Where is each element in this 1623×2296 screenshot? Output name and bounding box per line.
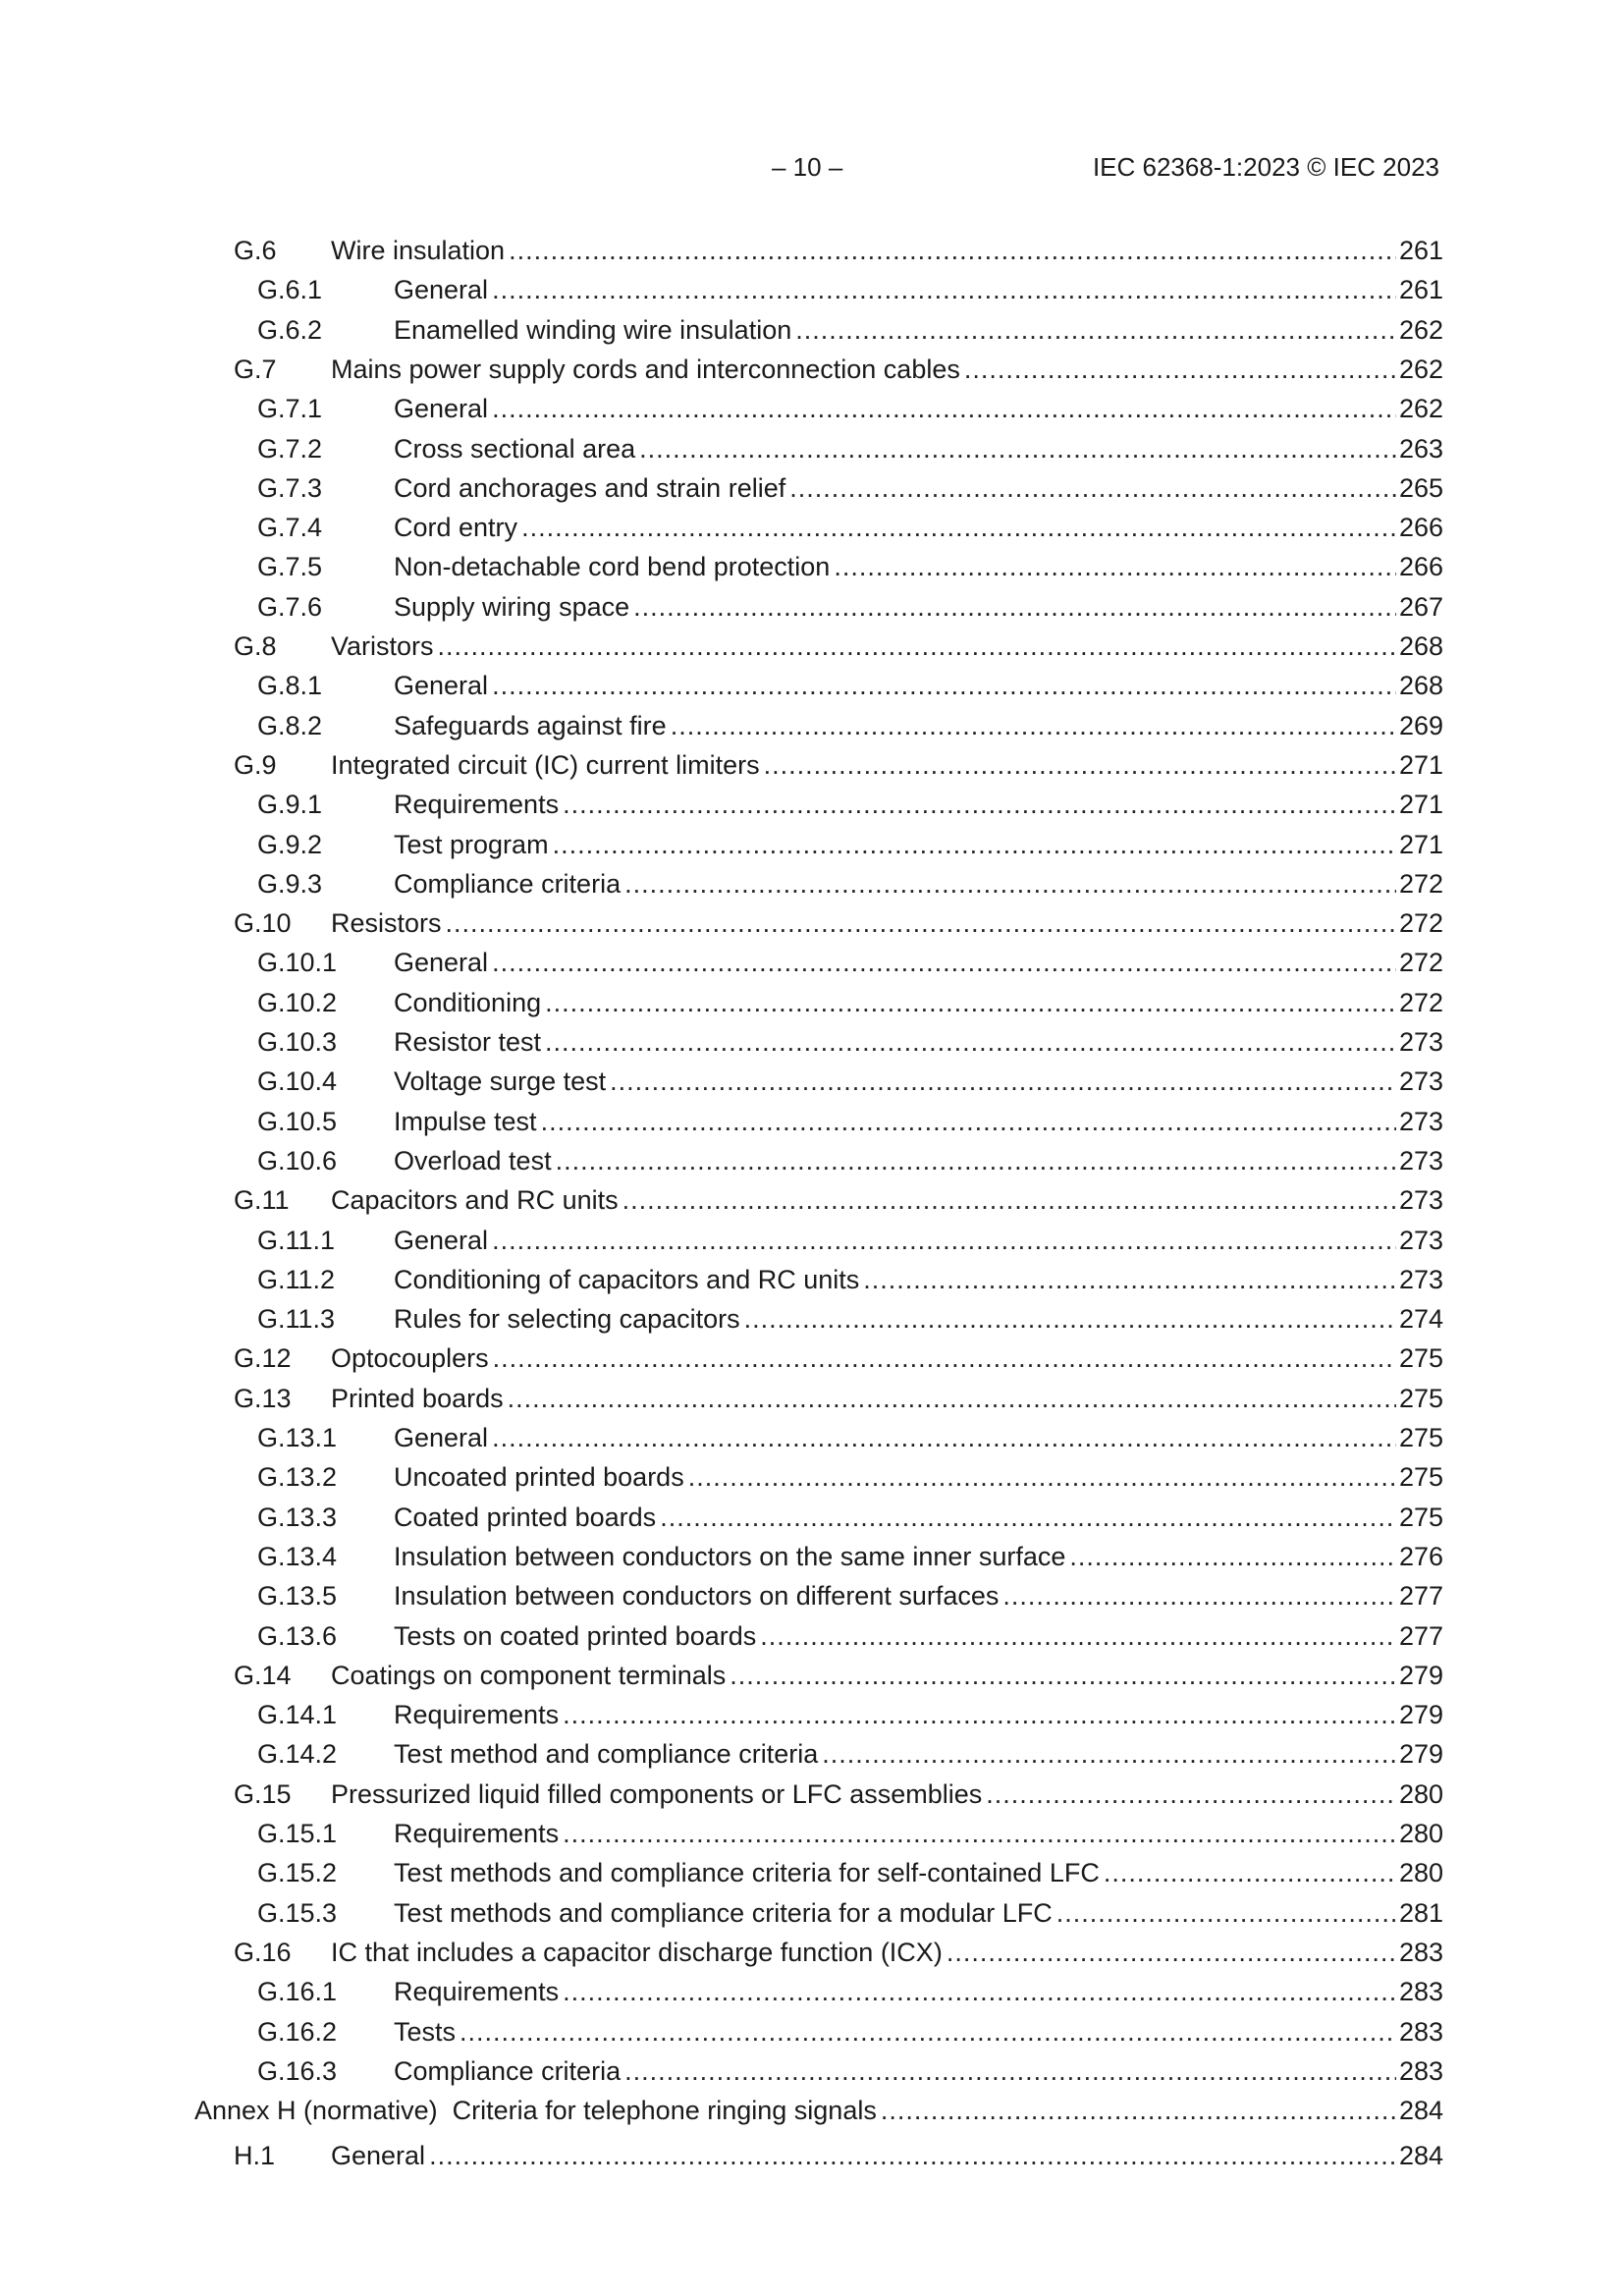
toc-entry-page: 271 <box>1398 829 1443 859</box>
toc-entry[interactable] <box>0 1300 1623 1338</box>
dot-leader <box>446 904 1396 942</box>
dot-leader <box>624 2052 1396 2090</box>
toc-entry-number: G.9.2 <box>257 829 323 859</box>
toc-entry-title: Conditioning <box>394 987 542 1017</box>
toc-entry-title: General <box>331 2141 426 2171</box>
toc-entry[interactable] <box>0 1776 1623 1813</box>
toc-entry-page: 277 <box>1398 1581 1443 1612</box>
dot-leader <box>553 826 1396 863</box>
toc-entry-number: G.7.3 <box>257 472 323 503</box>
toc-entry-page: 262 <box>1398 394 1443 424</box>
toc-entry-line <box>331 1657 1443 1694</box>
toc-entry[interactable] <box>0 1657 1623 1694</box>
toc-entry-page: 280 <box>1398 1819 1443 1848</box>
dot-leader <box>688 1458 1396 1496</box>
toc-entry-number: G.16.2 <box>257 2016 338 2047</box>
toc-entry-page: 284 <box>1398 2096 1443 2126</box>
toc-entry-title: Coatings on component terminals <box>331 1660 727 1690</box>
toc-entry-page: 267 <box>1398 591 1443 622</box>
toc-entry[interactable] <box>0 1696 1623 1733</box>
toc-entry-line <box>394 548 1443 585</box>
dot-leader <box>545 1023 1396 1061</box>
toc-entry-title: Cord anchorages and strain relief <box>394 472 786 503</box>
dot-leader <box>760 1617 1396 1655</box>
toc-entry-page: 268 <box>1398 671 1443 701</box>
toc-entry-number: G.9 <box>234 749 277 780</box>
toc-entry-title: Enamelled winding wire insulation <box>394 314 792 345</box>
toc-entry-number: G.7.5 <box>257 552 323 582</box>
toc-entry-number: G.7.6 <box>257 591 323 622</box>
toc-entry-page: 262 <box>1398 314 1443 345</box>
toc-entry-line <box>394 865 1443 902</box>
toc-entry-page: 273 <box>1398 1027 1443 1057</box>
toc-entry[interactable] <box>0 1538 1623 1575</box>
toc-entry-page: 280 <box>1398 1858 1443 1888</box>
toc-entry-page: 272 <box>1398 908 1443 939</box>
toc-entry-number: G.6 <box>234 236 277 265</box>
toc-entry-number: G.15.3 <box>257 1897 338 1928</box>
toc-entry-number: G.11.3 <box>257 1304 336 1335</box>
toc-entry-line <box>394 1973 1443 2010</box>
toc-entry-page: 283 <box>1398 1977 1443 2007</box>
toc-entry-title: General <box>394 275 489 305</box>
toc-entry-title: Insulation between conductors on the same inner surface <box>394 1541 1066 1571</box>
toc-entry-line <box>394 1735 1443 1773</box>
toc-entry[interactable] <box>0 1894 1623 1932</box>
toc-entry-number: G.12 <box>234 1343 292 1374</box>
toc-entry-title: Insulation between conductors on different surfaces <box>394 1581 1000 1612</box>
toc-entry-line <box>394 1261 1443 1298</box>
toc-entry-line <box>331 351 1443 388</box>
toc-entry-number: G.15.1 <box>257 1819 338 1848</box>
dot-leader <box>764 746 1396 784</box>
toc-entry-title: Test methods and compliance criteria for a modular LFC <box>394 1897 1053 1928</box>
toc-entry-title: General <box>394 948 489 978</box>
toc-entry-title: Resistor test <box>394 1027 542 1057</box>
dot-leader <box>795 311 1396 349</box>
toc-entry-number: G.16 <box>234 1937 292 1967</box>
toc-entry[interactable] <box>0 390 1623 427</box>
toc-entry-page: 274 <box>1398 1304 1443 1335</box>
dot-leader <box>660 1499 1396 1536</box>
dot-leader <box>460 2013 1396 2050</box>
dot-leader <box>563 1815 1396 1852</box>
toc-entry-title: Uncoated printed boards <box>394 1462 684 1493</box>
toc-entry-title: IC that includes a capacitor discharge function (ICX) <box>331 1937 943 1967</box>
toc-entry-page: 273 <box>1398 1264 1443 1294</box>
toc-entry-title: Printed boards <box>331 1383 504 1413</box>
toc-entry[interactable] <box>0 628 1623 665</box>
toc-entry-line <box>331 628 1443 665</box>
toc-entry-title: General <box>394 1423 489 1452</box>
toc-entry[interactable] <box>0 2092 1623 2129</box>
toc-entry-page: 273 <box>1398 1066 1443 1097</box>
toc-entry-line <box>394 1538 1443 1575</box>
toc-entry-title: Safeguards against fire <box>394 710 667 740</box>
toc-entry[interactable] <box>0 944 1623 981</box>
toc-entry-line <box>331 746 1443 784</box>
toc-entry-line <box>394 1854 1443 1891</box>
toc-entry-line <box>394 1499 1443 1536</box>
dot-leader <box>521 509 1396 546</box>
toc-entry-page: 275 <box>1398 1343 1443 1374</box>
page-header <box>0 152 1623 191</box>
toc-entry-title: Test method and compliance criteria <box>394 1739 819 1770</box>
toc-entry[interactable] <box>0 1934 1623 1971</box>
toc-entry-line <box>394 1103 1443 1140</box>
toc-entry-title: Requirements <box>394 790 560 820</box>
toc-entry-number: G.10.5 <box>257 1106 338 1136</box>
dot-leader <box>429 2137 1396 2174</box>
dot-leader <box>834 548 1396 585</box>
toc-entry-page: 284 <box>1398 2141 1443 2171</box>
toc-entry[interactable] <box>0 1854 1623 1891</box>
toc-entry-number: G.10.4 <box>257 1066 338 1097</box>
toc-entry-number: G.15 <box>234 1778 292 1809</box>
toc-entry-page: 277 <box>1398 1620 1443 1651</box>
toc-entry[interactable] <box>0 1577 1623 1614</box>
dot-leader <box>789 469 1396 507</box>
toc-entry-title: Supply wiring space <box>394 591 630 622</box>
toc-entry-line <box>394 390 1443 427</box>
toc-entry-title: Optocouplers <box>331 1343 489 1374</box>
toc-entry-page: 266 <box>1398 513 1443 543</box>
toc-entry-line <box>194 2092 1443 2129</box>
dot-leader <box>563 1696 1396 1733</box>
toc-entry[interactable] <box>0 826 1623 863</box>
toc-entry[interactable] <box>0 588 1623 626</box>
toc-entry-title: Tests <box>394 2016 457 2047</box>
toc-entry-number: G.8.1 <box>257 671 323 701</box>
dot-leader <box>639 430 1396 467</box>
toc-entry[interactable] <box>0 1222 1623 1259</box>
toc-entry-line <box>394 826 1443 863</box>
dot-leader <box>541 1103 1396 1140</box>
dot-leader <box>438 628 1396 665</box>
page-number: – 10 – <box>772 152 843 182</box>
toc-entry-title: Overload test <box>394 1145 552 1175</box>
toc-entry-page: 275 <box>1398 1423 1443 1452</box>
toc-entry-number: G.8 <box>234 631 277 661</box>
toc-entry-title: Compliance criteria <box>394 2055 622 2086</box>
toc-entry-line <box>394 984 1443 1021</box>
toc-entry[interactable] <box>0 667 1623 704</box>
dot-leader <box>563 786 1396 823</box>
toc-entry-page: 273 <box>1398 1225 1443 1255</box>
toc-entry-page: 281 <box>1398 1897 1443 1928</box>
toc-entry[interactable] <box>0 351 1623 388</box>
toc-entry[interactable] <box>0 509 1623 546</box>
toc-entry[interactable] <box>0 865 1623 902</box>
toc-entry-number: G.13.1 <box>257 1423 338 1452</box>
toc-entry-line <box>394 707 1443 744</box>
toc-entry[interactable] <box>0 1261 1623 1298</box>
toc-entry[interactable] <box>0 1023 1623 1061</box>
toc-entry-line <box>331 2137 1443 2174</box>
toc-entry-line <box>331 904 1443 942</box>
toc-entry-page: 272 <box>1398 948 1443 978</box>
toc-entry[interactable] <box>0 548 1623 585</box>
toc-entry-line <box>394 1815 1443 1852</box>
toc-entry-line <box>394 2052 1443 2090</box>
toc-entry-number: H.1 <box>234 2141 276 2171</box>
toc-entry[interactable] <box>0 1380 1623 1417</box>
toc-entry-title: Coated printed boards <box>394 1502 657 1532</box>
toc-entry[interactable] <box>0 1419 1623 1456</box>
dot-leader <box>509 232 1396 269</box>
toc-entry-title: Pressurized liquid filled components or LFC assemblies <box>331 1778 983 1809</box>
toc-entry-line <box>394 1617 1443 1655</box>
toc-entry-title: Voltage surge test <box>394 1066 607 1097</box>
toc-entry-line <box>331 1181 1443 1219</box>
dot-leader <box>671 707 1396 744</box>
toc-entry-line <box>394 1419 1443 1456</box>
toc-entry-page: 283 <box>1398 2016 1443 2047</box>
toc-entry[interactable] <box>0 271 1623 308</box>
toc-entry-number: G.14.1 <box>257 1700 338 1730</box>
toc-entry-title: Wire insulation <box>331 236 506 265</box>
dot-leader <box>863 1261 1396 1298</box>
toc-entry-page: 262 <box>1398 354 1443 384</box>
toc-entry-number: G.7.2 <box>257 433 323 464</box>
toc-entry-page: 265 <box>1398 472 1443 503</box>
toc-entry-title: Requirements <box>394 1977 560 2007</box>
dot-leader <box>986 1776 1396 1813</box>
dot-leader <box>492 390 1396 427</box>
toc-entry-number: G.7 <box>234 354 277 384</box>
toc-entry-line <box>394 1142 1443 1179</box>
toc-entry-page: 272 <box>1398 868 1443 899</box>
toc-entry-page: 273 <box>1398 1185 1443 1216</box>
toc-entry[interactable] <box>0 1181 1623 1219</box>
toc-entry[interactable] <box>0 904 1623 942</box>
toc-entry[interactable] <box>0 1142 1623 1179</box>
toc-entry-title: Integrated circuit (IC) current limiters <box>331 749 760 780</box>
toc-entry-title: Rules for selecting capacitors <box>394 1304 740 1335</box>
toc-entry-title: Non-detachable cord bend protection <box>394 552 831 582</box>
dot-leader <box>624 865 1396 902</box>
toc-entry[interactable] <box>0 746 1623 784</box>
toc-entry-line <box>394 271 1443 308</box>
dot-leader <box>947 1934 1396 1971</box>
toc-entry-line <box>394 588 1443 626</box>
toc-entry-number: G.9.3 <box>257 868 323 899</box>
toc-entry-page: 269 <box>1398 710 1443 740</box>
toc-entry-number: G.10.1 <box>257 948 338 978</box>
toc-entry-title: Tests on coated printed boards <box>394 1620 757 1651</box>
toc-entry-number: G.7.4 <box>257 513 323 543</box>
toc-entry-line <box>394 469 1443 507</box>
toc-entry-page: 261 <box>1398 236 1443 265</box>
toc-entry[interactable] <box>0 430 1623 467</box>
toc-entry-title: General <box>394 671 489 701</box>
toc-entry-number: G.14 <box>234 1660 292 1690</box>
toc-entry-page: 273 <box>1398 1106 1443 1136</box>
toc-entry-number: G.10.3 <box>257 1027 338 1057</box>
toc-entry-page: 266 <box>1398 552 1443 582</box>
toc-entry-line <box>331 1380 1443 1417</box>
dot-leader <box>492 1222 1396 1259</box>
toc-entry-number: G.10 <box>234 908 292 939</box>
toc-entry-number: G.13.4 <box>257 1541 338 1571</box>
toc-entry-page: 275 <box>1398 1462 1443 1493</box>
toc-entry-number: G.14.2 <box>257 1739 338 1770</box>
toc-entry[interactable] <box>0 786 1623 823</box>
dot-leader <box>822 1735 1396 1773</box>
toc-entry-line <box>394 1023 1443 1061</box>
toc-entry-title: Test program <box>394 829 549 859</box>
toc-entry-page: 272 <box>1398 987 1443 1017</box>
toc-entry-line <box>394 1696 1443 1733</box>
toc-entry-page: 273 <box>1398 1145 1443 1175</box>
toc-entry-number: G.15.2 <box>257 1858 338 1888</box>
toc-entry-line <box>394 786 1443 823</box>
toc-entry-number: G.6.1 <box>257 275 323 305</box>
dot-leader <box>493 1339 1396 1377</box>
toc-entry[interactable] <box>0 707 1623 744</box>
toc-entry[interactable] <box>0 311 1623 349</box>
toc-entry[interactable] <box>0 1973 1623 2010</box>
toc-entry-line <box>394 509 1443 546</box>
toc-entry-line <box>394 2013 1443 2050</box>
toc-entry-line <box>394 1894 1443 1932</box>
toc-entry-title: Cord entry <box>394 513 518 543</box>
toc-entry-number: G.7.1 <box>257 394 323 424</box>
toc-entry-page: 276 <box>1398 1541 1443 1571</box>
toc-entry-number: G.10.6 <box>257 1145 338 1175</box>
toc-entry-number: G.8.2 <box>257 710 323 740</box>
toc-entry-title: Cross sectional area <box>394 433 636 464</box>
toc-entry-number: G.16.3 <box>257 2055 338 2086</box>
toc-entry-page: 283 <box>1398 1937 1443 1967</box>
toc-entry-page: 271 <box>1398 790 1443 820</box>
toc-entry-title: Conditioning of capacitors and RC units <box>394 1264 860 1294</box>
toc-entry-number: G.11.2 <box>257 1264 336 1294</box>
dot-leader <box>492 271 1396 308</box>
toc-entry-line <box>394 944 1443 981</box>
toc-entry-number: G.11 <box>234 1185 290 1216</box>
toc-entry[interactable] <box>0 984 1623 1021</box>
dot-leader <box>563 1973 1396 2010</box>
dot-leader <box>964 351 1396 388</box>
document-id: IEC 62368-1:2023 © IEC 2023 <box>1092 152 1439 182</box>
toc-entry-title: Capacitors and RC units <box>331 1185 619 1216</box>
toc-entry[interactable] <box>0 1103 1623 1140</box>
dot-leader <box>556 1142 1396 1179</box>
toc-entry-line <box>394 1577 1443 1614</box>
toc-entry-number: G.16.1 <box>257 1977 338 2007</box>
dot-leader <box>492 1419 1396 1456</box>
dot-leader <box>545 984 1396 1021</box>
toc-entry-number: G.10.2 <box>257 987 338 1017</box>
dot-leader <box>730 1657 1396 1694</box>
toc-entry-page: 279 <box>1398 1739 1443 1770</box>
toc-entry-number: G.13.5 <box>257 1581 338 1612</box>
dot-leader <box>508 1380 1396 1417</box>
dot-leader <box>622 1181 1396 1219</box>
dot-leader <box>1056 1894 1396 1932</box>
toc-entry[interactable] <box>0 1063 1623 1100</box>
dot-leader <box>1002 1577 1396 1614</box>
dot-leader <box>1069 1538 1396 1575</box>
toc-entry-line <box>394 1222 1443 1259</box>
toc-entry-number: G.13.3 <box>257 1502 338 1532</box>
toc-entry[interactable] <box>0 1339 1623 1377</box>
toc-entry-page: 268 <box>1398 631 1443 661</box>
toc-entry[interactable] <box>0 1815 1623 1852</box>
dot-leader <box>633 588 1396 626</box>
toc-entry-line <box>394 1300 1443 1338</box>
toc-entry[interactable] <box>0 232 1623 269</box>
toc-entry[interactable] <box>0 469 1623 507</box>
toc-entry-page: 283 <box>1398 2055 1443 2086</box>
toc-entry-line <box>394 430 1443 467</box>
toc-entry-title: Varistors <box>331 631 434 661</box>
toc-entry-line <box>394 1458 1443 1496</box>
toc-entry-number: G.9.1 <box>257 790 323 820</box>
toc-entry[interactable] <box>0 2137 1623 2174</box>
toc-entry-number: G.13.2 <box>257 1462 338 1493</box>
toc-entry-line <box>331 1934 1443 1971</box>
toc-entry[interactable] <box>0 1499 1623 1536</box>
toc-entry-page: 271 <box>1398 749 1443 780</box>
toc-entry-title: Resistors <box>331 908 442 939</box>
toc-entry[interactable] <box>0 2052 1623 2090</box>
toc-entry-line <box>394 311 1443 349</box>
toc-entry-page: 280 <box>1398 1778 1443 1809</box>
toc-entry-line <box>394 667 1443 704</box>
toc-entry-number: G.13.6 <box>257 1620 338 1651</box>
toc-entry-title: General <box>394 394 489 424</box>
dot-leader <box>1104 1854 1396 1891</box>
toc-entry-title: Impulse test <box>394 1106 537 1136</box>
toc-entry-line <box>331 232 1443 269</box>
dot-leader <box>492 667 1396 704</box>
toc-entry-page: 261 <box>1398 275 1443 305</box>
toc-entry-title: Test methods and compliance criteria for self-contained LFC <box>394 1858 1100 1888</box>
toc-entry[interactable] <box>0 1735 1623 1773</box>
toc-entry-line <box>331 1339 1443 1377</box>
toc-entry[interactable] <box>0 1617 1623 1655</box>
toc-entry-title: Requirements <box>394 1819 560 1848</box>
toc-entry[interactable] <box>0 2013 1623 2050</box>
toc-entry-page: 279 <box>1398 1700 1443 1730</box>
toc-entry-title: Annex H (normative) Criteria for telephone ringing signals <box>194 2096 877 2126</box>
toc-entry-page: 275 <box>1398 1502 1443 1532</box>
toc-entry-title: Compliance criteria <box>394 868 622 899</box>
toc-entry-number: G.13 <box>234 1383 292 1413</box>
toc-entry-page: 263 <box>1398 433 1443 464</box>
toc-entry-line <box>394 1063 1443 1100</box>
toc-entry-number: G.6.2 <box>257 314 323 345</box>
dot-leader <box>744 1300 1396 1338</box>
toc-entry[interactable] <box>0 1458 1623 1496</box>
toc-entry-title: Mains power supply cords and interconnection cables <box>331 354 960 384</box>
dot-leader <box>881 2092 1396 2129</box>
toc-entry-page: 279 <box>1398 1660 1443 1690</box>
toc-entry-title: Requirements <box>394 1700 560 1730</box>
toc-entry-page: 275 <box>1398 1383 1443 1413</box>
dot-leader <box>610 1063 1396 1100</box>
toc-entry-line <box>331 1776 1443 1813</box>
toc-entry-number: G.11.1 <box>257 1225 336 1255</box>
dot-leader <box>492 944 1396 981</box>
toc-entry-title: General <box>394 1225 489 1255</box>
